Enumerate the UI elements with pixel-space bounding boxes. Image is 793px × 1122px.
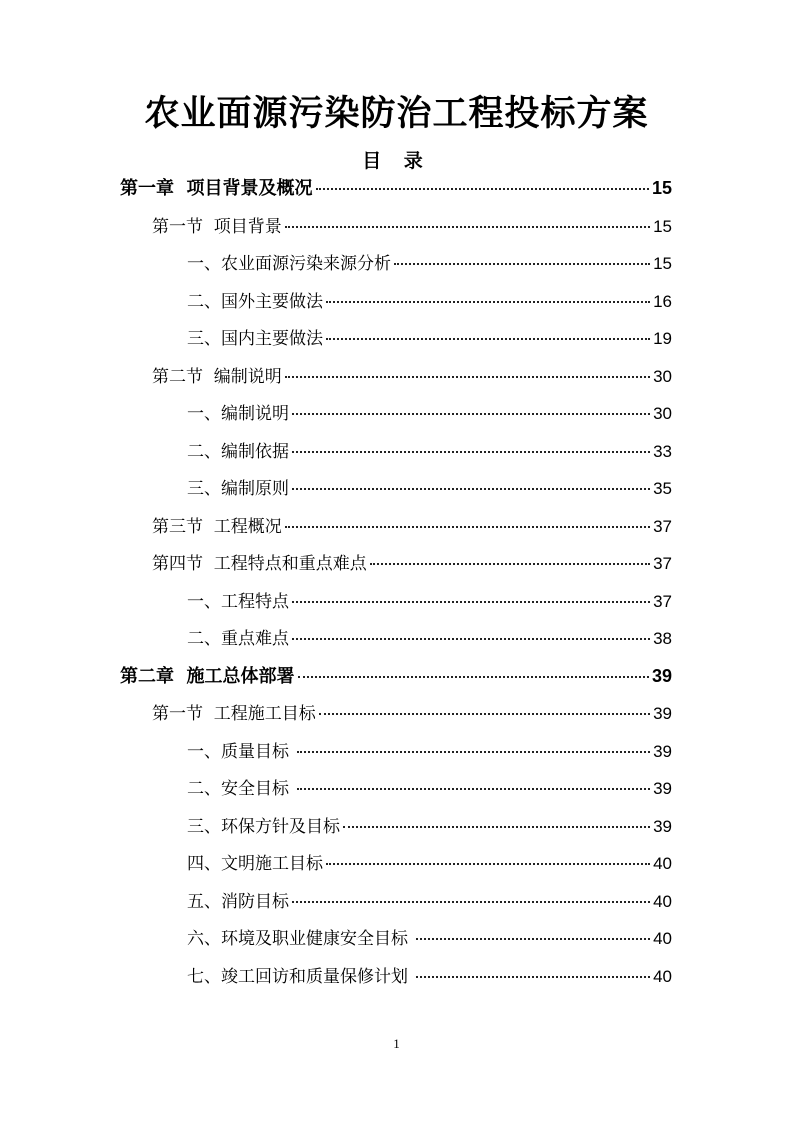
toc-entry-item[interactable] bbox=[0, 437, 793, 475]
toc-entry-label: 第一节 工程施工目标 bbox=[152, 704, 316, 724]
toc-entry-page: 40 bbox=[653, 854, 672, 873]
toc-entry-label: 六、环境及职业健康安全目标 bbox=[187, 929, 414, 949]
toc-entry-label: 第一章 项目背景及概况 bbox=[120, 178, 313, 199]
toc-entry-page: 39 bbox=[653, 816, 672, 836]
toc-entry-page: 40 bbox=[653, 891, 672, 911]
toc-entry-page: 16 bbox=[653, 291, 672, 311]
toc-dot-leader bbox=[292, 638, 650, 640]
toc-entry-label: 第二节 编制说明 bbox=[152, 366, 282, 387]
toc-entry-item[interactable] bbox=[0, 287, 793, 325]
toc-dot-leader bbox=[416, 976, 650, 978]
toc-entry-page: 15 bbox=[653, 254, 672, 273]
toc-dot-leader bbox=[297, 751, 650, 753]
toc-dot-leader bbox=[319, 713, 650, 715]
toc-dot-leader bbox=[292, 413, 650, 415]
toc-entry-label: 一、质量目标 bbox=[187, 741, 295, 762]
document-title: 农业面源污染防治工程投标方案 bbox=[144, 94, 649, 134]
toc-entry-page: 33 bbox=[653, 441, 672, 461]
page-number: 1 bbox=[393, 1036, 400, 1051]
toc-entry-page: 30 bbox=[653, 404, 672, 423]
toc-entry-page: 40 bbox=[653, 966, 672, 986]
toc-entry-label: 第四节 工程特点和重点难点 bbox=[152, 554, 367, 574]
toc-entry-item[interactable] bbox=[0, 774, 793, 812]
toc-entry-page: 37 bbox=[653, 516, 672, 536]
toc-entry-page: 39 bbox=[653, 704, 672, 723]
toc-dot-leader bbox=[297, 788, 650, 790]
toc-dot-leader bbox=[292, 451, 650, 453]
toc-dot-leader bbox=[285, 226, 650, 228]
toc-entry-page: 39 bbox=[653, 741, 672, 761]
toc-dot-leader bbox=[370, 563, 650, 565]
toc-entry-page: 19 bbox=[653, 329, 672, 348]
toc-entry-section[interactable] bbox=[0, 362, 793, 400]
toc-entry-label: 第三节 工程概况 bbox=[152, 516, 282, 537]
toc-entry-chapter[interactable] bbox=[0, 662, 793, 700]
toc-entry-label: 一、编制说明 bbox=[187, 404, 289, 424]
toc-entry-section[interactable] bbox=[0, 549, 793, 587]
toc-entry-item[interactable] bbox=[0, 587, 793, 625]
toc-dot-leader bbox=[285, 526, 650, 528]
toc-entry-page: 15 bbox=[651, 178, 672, 198]
toc-entry-item[interactable] bbox=[0, 399, 793, 437]
toc-entry-page: 39 bbox=[653, 779, 672, 798]
toc-dot-leader bbox=[316, 188, 649, 190]
toc-entry-page: 40 bbox=[653, 929, 672, 948]
toc-entry-item[interactable] bbox=[0, 249, 793, 287]
toc-dot-leader bbox=[292, 901, 650, 903]
toc-entry-label: 二、国外主要做法 bbox=[187, 291, 323, 312]
toc-entry-label: 一、农业面源污染来源分析 bbox=[187, 254, 391, 274]
toc-entry-chapter[interactable] bbox=[0, 174, 793, 212]
toc-entry-page: 15 bbox=[653, 216, 672, 236]
toc-entry-item[interactable] bbox=[0, 737, 793, 775]
toc-entry-page: 39 bbox=[651, 665, 672, 686]
toc-entry-label: 三、国内主要做法 bbox=[187, 329, 323, 349]
toc-dot-leader bbox=[292, 601, 650, 603]
toc-entry-page: 30 bbox=[653, 366, 672, 386]
toc-entry-label: 第一节 项目背景 bbox=[152, 216, 282, 237]
toc-dot-leader bbox=[326, 863, 650, 865]
toc-entry-label: 二、重点难点 bbox=[187, 629, 289, 649]
toc-entry-label: 二、安全目标 bbox=[187, 779, 295, 799]
toc-entry-label: 第二章 施工总体部署 bbox=[120, 665, 295, 687]
toc-dot-leader bbox=[343, 826, 650, 828]
toc-entry-page: 37 bbox=[653, 554, 672, 573]
toc-entry-label: 五、消防目标 bbox=[187, 891, 289, 912]
toc-entry-section[interactable] bbox=[0, 512, 793, 550]
toc-dot-leader bbox=[298, 676, 649, 678]
toc-entry-label: 七、竣工回访和质量保修计划 bbox=[187, 966, 414, 987]
toc-entry-item[interactable] bbox=[0, 624, 793, 662]
toc-entry-page: 35 bbox=[653, 479, 672, 498]
toc-entry-section[interactable] bbox=[0, 212, 793, 250]
toc-entry-label: 四、文明施工目标 bbox=[187, 854, 323, 874]
table-of-contents bbox=[0, 174, 793, 999]
toc-entry-label: 二、编制依据 bbox=[187, 441, 289, 462]
toc-dot-leader bbox=[394, 263, 650, 265]
toc-entry-item[interactable] bbox=[0, 812, 793, 850]
toc-entry-item[interactable] bbox=[0, 962, 793, 1000]
toc-dot-leader bbox=[326, 301, 650, 303]
toc-dot-leader bbox=[326, 338, 650, 340]
toc-entry-label: 三、编制原则 bbox=[187, 479, 289, 499]
toc-entry-item[interactable] bbox=[0, 924, 793, 962]
toc-entry-item[interactable] bbox=[0, 324, 793, 362]
toc-entry-item[interactable] bbox=[0, 474, 793, 512]
toc-dot-leader bbox=[292, 488, 650, 490]
toc-entry-item[interactable] bbox=[0, 887, 793, 925]
toc-entry-page: 38 bbox=[653, 629, 672, 648]
toc-entry-label: 三、环保方针及目标 bbox=[187, 816, 340, 837]
toc-entry-item[interactable] bbox=[0, 849, 793, 887]
toc-dot-leader bbox=[285, 376, 650, 378]
toc-entry-label: 一、工程特点 bbox=[187, 591, 289, 612]
toc-dot-leader bbox=[416, 938, 650, 940]
toc-heading: 目 录 bbox=[362, 150, 431, 172]
toc-entry-page: 37 bbox=[653, 591, 672, 611]
toc-entry-section[interactable] bbox=[0, 699, 793, 737]
